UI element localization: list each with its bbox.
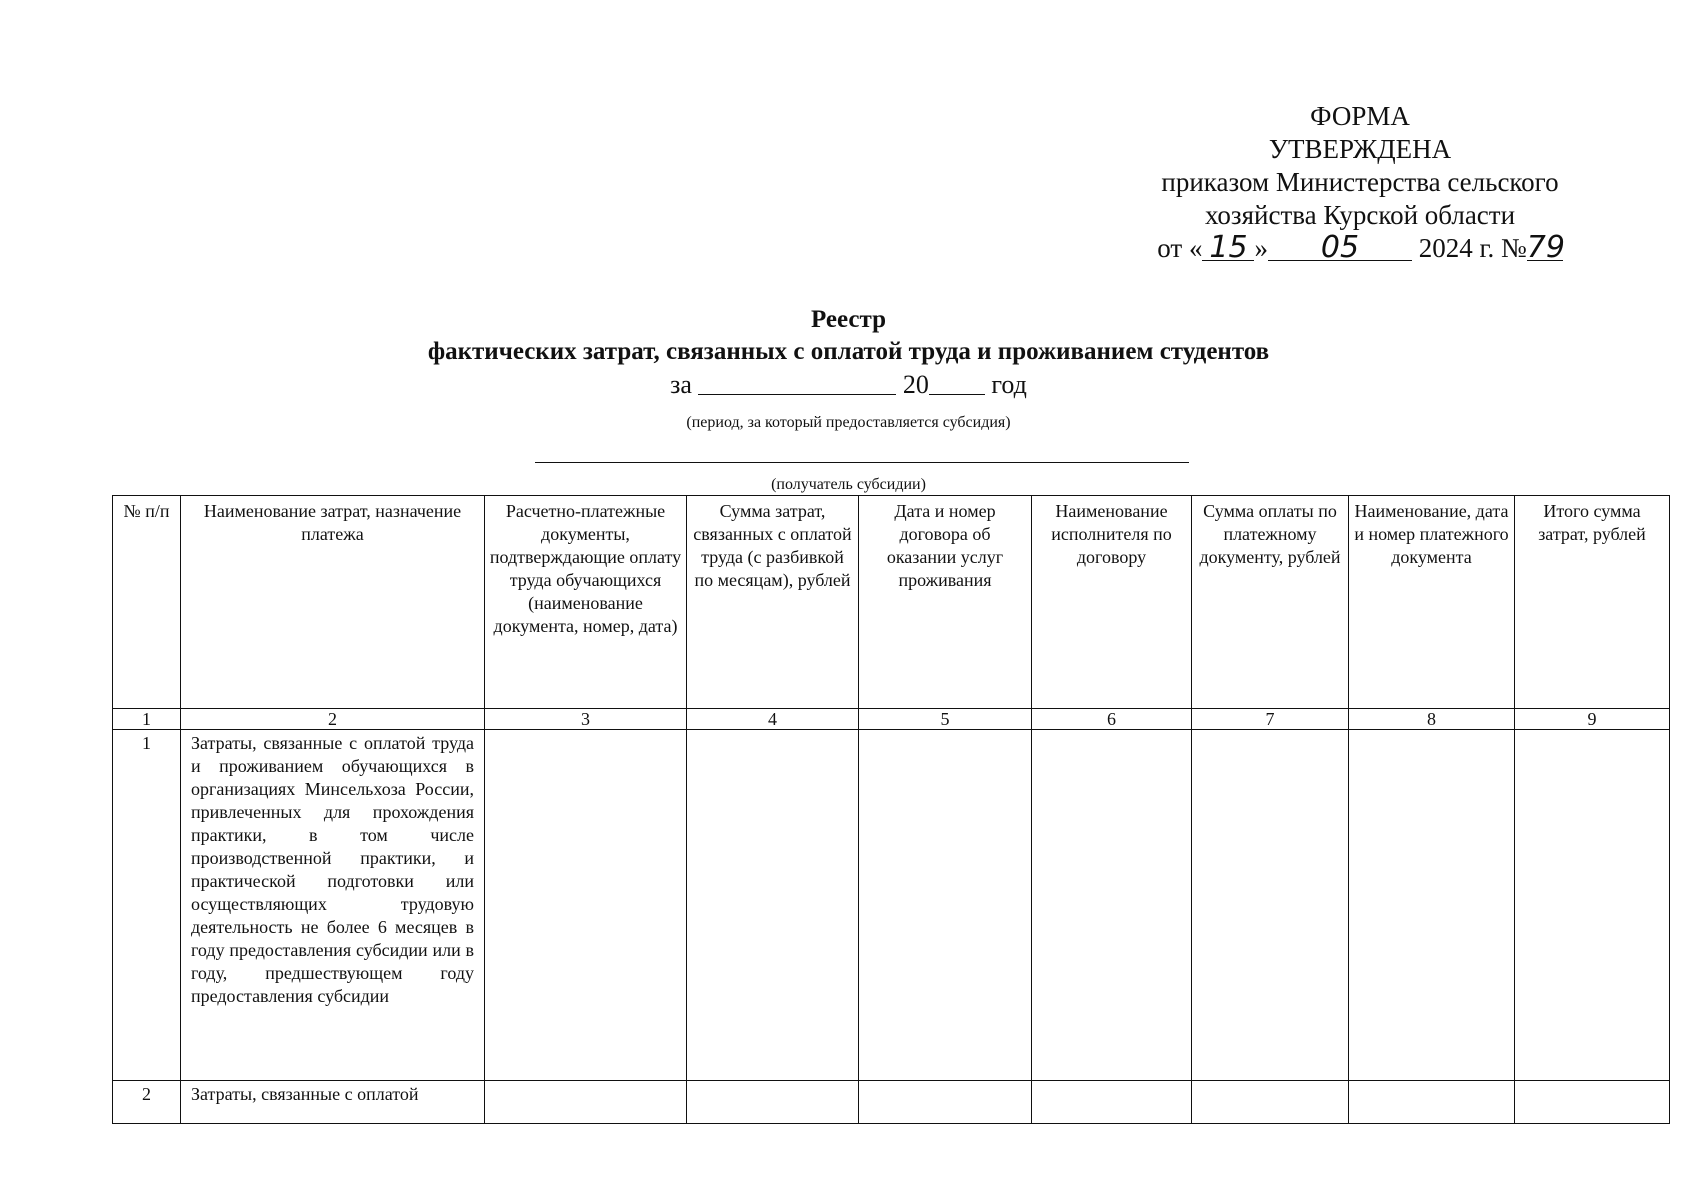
- column-number: 9: [1515, 709, 1670, 730]
- period-line: [0, 369, 1697, 400]
- table-cell: [1032, 1081, 1192, 1124]
- table-cell: [859, 1081, 1032, 1124]
- approval-form-label: ФОРМА: [1310, 101, 1410, 131]
- table-cell: [1515, 730, 1670, 1081]
- approval-block: [1100, 100, 1620, 265]
- table-cell: [859, 730, 1032, 1081]
- document-subtitle: фактических затрат, связанных с оплатой труда и проживанием студентов: [427, 338, 1270, 365]
- column-number: 6: [1032, 709, 1192, 730]
- expense-name: Затраты, связанные с оплатой труда и проживанием обучающихся в организациях Минсельхоза России, привлеченных для прохождения практики, в том числе производственной практики, и практической подготовки или осуществляющих трудовую деятельность не более 6 месяцев в году предоставления субсидии или в году, предшествующем году предоставления субсидии: [181, 730, 485, 1081]
- header-cell: Итого сумма затрат, рублей: [1515, 496, 1670, 709]
- recipient-caption: (получатель субсидии): [771, 476, 926, 493]
- table-cell: [485, 1081, 687, 1124]
- header-cell: Наименование исполнителя по договору: [1032, 496, 1192, 709]
- date-prefix: от «: [1157, 233, 1203, 263]
- column-number: 7: [1192, 709, 1349, 730]
- table-row: [113, 730, 1670, 1081]
- approval-date-line: [1100, 232, 1620, 265]
- table-cell: [485, 730, 687, 1081]
- period-prefix: за: [670, 370, 692, 399]
- row-number: 1: [113, 730, 181, 1081]
- table-cell: [1192, 730, 1349, 1081]
- period-century: 20: [902, 370, 929, 399]
- column-number: 2: [181, 709, 485, 730]
- handwritten-day: 15: [1202, 234, 1254, 262]
- header-cell: Расчетно-платежные документы, подтверждающие оплату труда обучающихся (наименование документа, номер, дата): [485, 496, 687, 709]
- header-cell: Наименование, дата и номер платежного документа: [1349, 496, 1515, 709]
- header-cell: Наименование затрат, назначение платежа: [181, 496, 485, 709]
- table-cell: [1192, 1081, 1349, 1124]
- column-number: 8: [1349, 709, 1515, 730]
- expense-name: Затраты, связанные с оплатой: [181, 1081, 485, 1124]
- period-caption: (период, за который предоставляется субсидия): [686, 414, 1011, 431]
- header-cell: № п/п: [113, 496, 181, 709]
- approval-order-text: приказом Министерства сельского: [1161, 167, 1559, 197]
- header-row: [113, 496, 1670, 709]
- handwritten-order-number: 79: [1526, 230, 1565, 265]
- approval-approved-label: УТВЕРЖДЕНА: [1268, 134, 1452, 164]
- table-cell: [687, 730, 859, 1081]
- period-suffix: год: [991, 370, 1027, 399]
- table-cell: [1349, 1081, 1515, 1124]
- header-cell: Дата и номер договора об оказании услуг проживания: [859, 496, 1032, 709]
- handwritten-month: 05: [1268, 234, 1412, 262]
- table-cell: [1032, 730, 1192, 1081]
- approval-ministry-text: хозяйства Курской области: [1204, 200, 1516, 230]
- table-cell: [687, 1081, 859, 1124]
- header-cell: Сумма затрат, связанных с оплатой труда (с разбивкой по месяцам), рублей: [687, 496, 859, 709]
- year-blank: [929, 369, 985, 393]
- table-cell: [1515, 1081, 1670, 1124]
- document-title: Реестр: [810, 306, 887, 333]
- column-number: 4: [687, 709, 859, 730]
- date-mid: »: [1254, 233, 1268, 263]
- column-number-row: [113, 709, 1670, 730]
- table-cell: [1349, 730, 1515, 1081]
- header-cell: Сумма оплаты по платежному документу, рублей: [1192, 496, 1349, 709]
- period-blank: [698, 369, 896, 393]
- date-year: 2024 г. №: [1418, 233, 1527, 263]
- column-number: 3: [485, 709, 687, 730]
- column-number: 1: [113, 709, 181, 730]
- table-row: [113, 1081, 1670, 1124]
- register-table: [112, 495, 1670, 1124]
- column-number: 5: [859, 709, 1032, 730]
- recipient-line: [535, 462, 1189, 463]
- row-number: 2: [113, 1081, 181, 1124]
